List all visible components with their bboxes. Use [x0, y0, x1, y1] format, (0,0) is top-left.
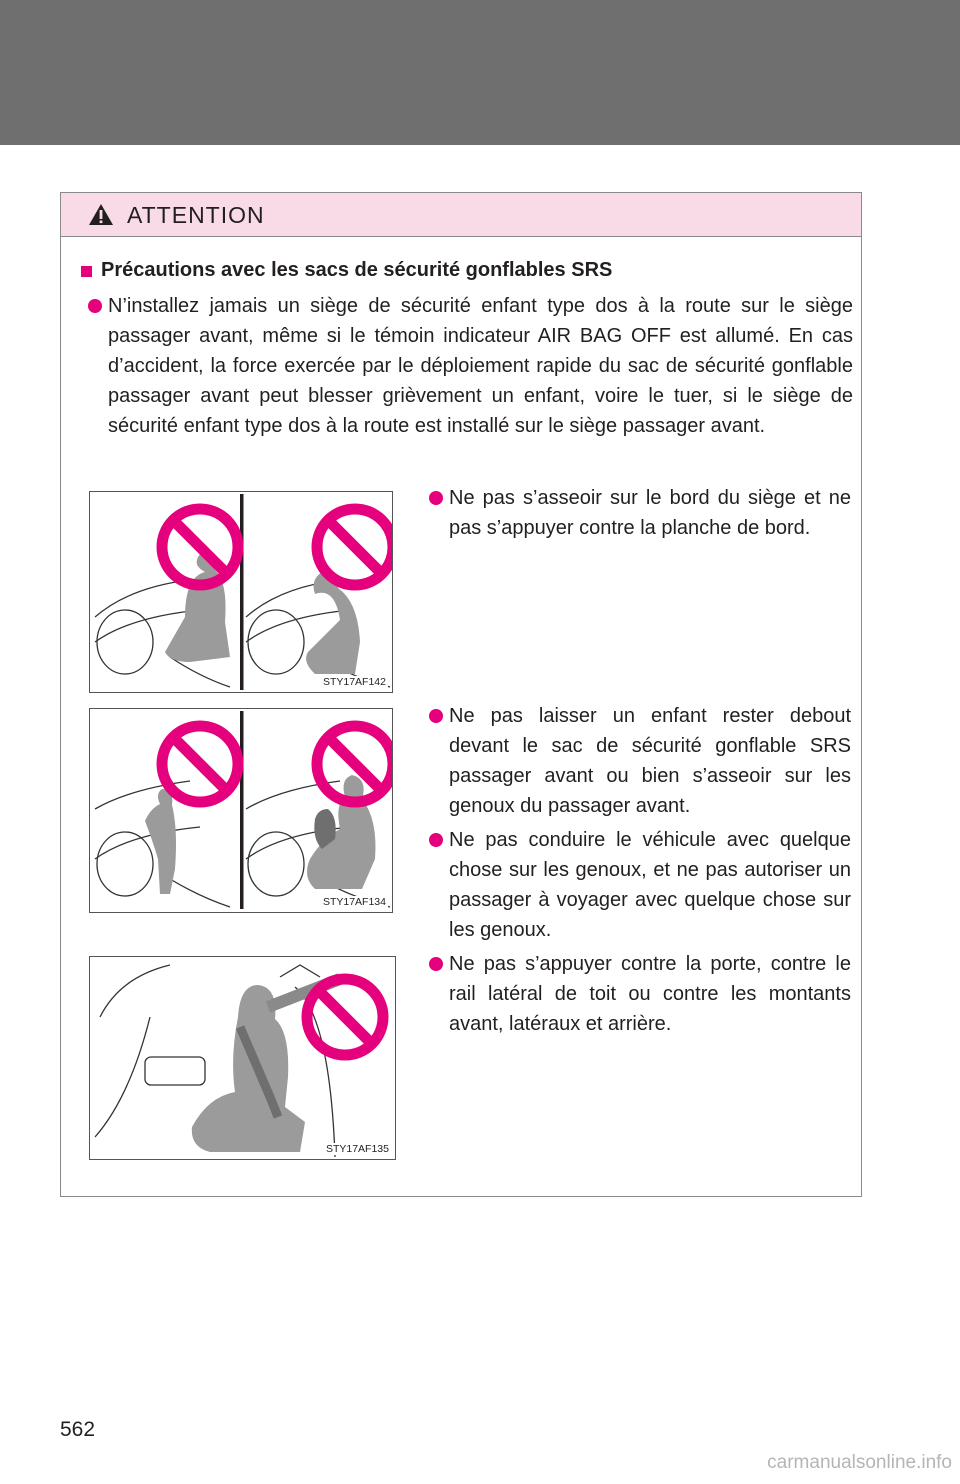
bullet-dot-icon: [429, 709, 443, 723]
watermark: carmanualsonline.info: [767, 1452, 952, 1473]
bullet-dot-icon: [429, 957, 443, 971]
figure-3-bullet-1: [449, 949, 851, 1039]
section-heading-text: Précautions avec les sacs de sécurité gonflables SRS: [101, 259, 613, 281]
figure-code: STY17AF142: [322, 676, 386, 688]
car-interior-illustration: [90, 957, 396, 1160]
caution-box: [60, 192, 862, 1197]
figure-code: STY17AF134: [322, 896, 386, 908]
page-number: 562: [60, 1418, 96, 1441]
illustration-figure-2: [89, 708, 393, 913]
caution-header: [61, 193, 861, 237]
main-bullet: [108, 291, 853, 441]
car-interior-illustration: [90, 492, 393, 693]
square-bullet-icon: [81, 266, 92, 277]
section-heading: [81, 259, 612, 282]
prohibition-icon: [317, 509, 393, 585]
main-bullet-text: N’installez jamais un siège de sécurité enfant type dos à la route sur le siège passager avant, même si le témoin indicateur AIR BAG OFF est allumé. En cas d’accident, la force exercée par le déploiement rapide du sac de sécurité gonflable passager avant peut blesser grièvement un enfant, voire le tuer, si le siège de sécurité enfant type dos à la route est installé sur le siège passager avant.: [108, 295, 853, 437]
top-header-band: [0, 0, 960, 145]
figure-2-bullet-1: [449, 701, 851, 821]
figure-2-bullet-1-text: Ne pas laisser un enfant rester debout devant le sac de sécurité gonflable SRS passager avant ou bien s’asseoir sur les genoux du passager avant.: [449, 705, 851, 817]
figure-3-bullet-1-text: Ne pas s’appuyer contre la porte, contre le rail latéral de toit ou contre les montants avant, latéraux et arrière.: [449, 953, 851, 1035]
bullet-dot-icon: [429, 491, 443, 505]
bullet-dot-icon: [429, 833, 443, 847]
figure-1-bullet-1-text: Ne pas s’asseoir sur le bord du siège et ne pas s’appuyer contre la planche de bord.: [449, 487, 851, 539]
illustration-figure-1: [89, 491, 393, 693]
figure-2-bullet-2: [449, 825, 851, 945]
figure-code: STY17AF135: [325, 1143, 389, 1155]
figure-1-bullet-1: [449, 483, 851, 543]
prohibition-icon: [307, 979, 383, 1055]
figure-2-bullet-2-text: Ne pas conduire le véhicule avec quelque chose sur les genoux, et ne pas autoriser un passager à voyager avec quelque chose sur les genoux.: [449, 829, 851, 941]
bullet-dot-icon: [88, 299, 102, 313]
prohibition-icon: [162, 509, 238, 585]
car-interior-illustration: [90, 709, 393, 913]
illustration-figure-3: [89, 956, 396, 1160]
warning-triangle-icon: [88, 203, 114, 226]
prohibition-icon: [162, 726, 238, 802]
caution-title: ATTENTION: [127, 202, 265, 228]
